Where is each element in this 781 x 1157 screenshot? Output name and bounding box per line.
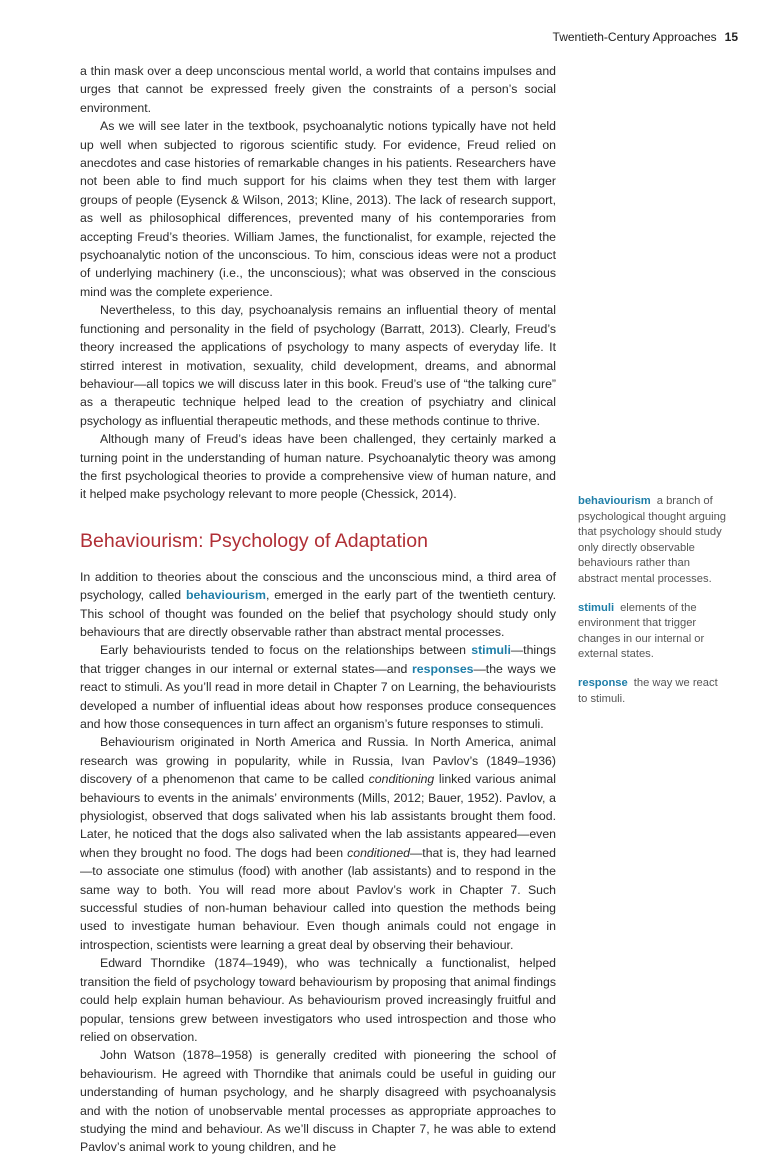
paragraph-4: Although many of Freud’s ideas have been challenged, they certainly marked a turning point in the understanding of human nature. Psychoanalytic theory was among the first psychological theories to provide a comprehensive view of human nature, and it helped make psychology relevant to more people (Chessick, 2014).	[80, 432, 556, 502]
paragraph-7	[80, 733, 556, 954]
paragraph-2: As we will see later in the textbook, psychoanalytic notions typically have not held up well when subjected to rigorous scientific study. For evidence, Freud relied on anecdotes and case histories of remarkable changes in his patients. Researchers have not been able to find much support for his claims when they test them with larger groups of people (Eysenck & Wilson, 2013; Kline, 2013). The lack of research support, as well as philosophical differences, prevented many of his contemporaries from accepting Freud’s theories. William James, the functionalist, for example, rejected the psychoanalytic notion of the unconscious. To him, conscious ideas were not a product of underlying machinery (i.e., the unconscious); what was observed in the conscious mind was the complete experience.	[80, 119, 556, 299]
keyword-stimuli: stimuli	[471, 643, 511, 658]
main-text-column	[80, 62, 556, 1157]
italic-conditioning: conditioning	[368, 772, 435, 787]
paragraph-8: Edward Thorndike (1874–1949), who was technically a functionalist, helped transition the field of psychology toward behaviourism by proposing that animal findings could help explain human behaviour. As behaviourism proved increasingly fruitful and popular, tensions grew between investigators who used introspection and those who relied on observation.	[80, 956, 556, 1044]
text-run: Early behaviourists tended to focus on the relationships between	[100, 643, 472, 658]
paragraph-9: John Watson (1878–1958) is generally credited with pioneering the school of behaviourism. He agreed with Thorndike that animals could be useful in guiding our understanding of human psychology, and he sharply disagreed with psychoanalysis and with the notion of unobservable mental processes as appropriate approaches to studying the mind and behaviour. As we’ll discuss in Chapter 7, he was able to extend Pavlov’s animal work to young children, and he	[80, 1048, 556, 1155]
text-run: —that is, they had learned—to associate one stimulus (food) with another (lab assistants) and to respond in the same way to both. You will read more about Pavlov’s work in Chapter 7. Such successful studies of non-human behaviour called into question the methods being used to investigate human behaviour. Even though animals could not engage in introspection, scientists were learning a great deal by observing their behaviour.	[80, 845, 556, 952]
glossary-term: response	[578, 676, 628, 689]
text-run: —the ways we react to stimuli. As you’ll read in more detail in Chapter 7 on Learning, the behaviourists developed a number of influential ideas about how responses produce consequences and how those consequences in turn affect an organism’s future responses to stimuli.	[80, 661, 556, 731]
keyword-behaviourism: behaviourism	[185, 588, 266, 603]
running-title: Twentieth-Century Approaches	[552, 30, 717, 44]
paragraph-6	[80, 641, 556, 733]
paragraph-5	[80, 568, 556, 642]
glossary-entry-behaviourism	[578, 494, 728, 588]
section-heading: Behaviourism: Psychology of Adaptation	[80, 529, 428, 552]
glossary-definition: elements of the environment that trigger changes in our internal or external states.	[578, 601, 705, 661]
text-run: linked various animal behaviours to events in the animals’ environments (Mills, 2012; Bauer, 1952). Pavlov, a physiologist, observed that dogs salivated when his lab assistants brought them food. Later, he noticed that the dogs also salivated when the lab assistants appeared—even when they brought no food. The dogs had been	[80, 772, 556, 860]
page-number: 15	[724, 30, 738, 44]
paragraph-1: a thin mask over a deep unconscious mental world, a world that contains impulses and urges that cannot be expressed freely given the constraints of a person’s social environment.	[80, 64, 556, 115]
glossary-definition: a branch of psychological thought arguing that psychology should study only directly observable behaviours rather than abstract mental processes.	[578, 495, 727, 585]
keyword-responses: responses	[411, 661, 474, 676]
text-run: In addition to theories about the conscious and the unconscious mind, a third area of psychology, called	[80, 569, 556, 603]
text-run: —things that trigger changes in our internal or external states—and	[80, 643, 556, 676]
glossary-entry-stimuli	[578, 601, 728, 663]
text-run: Behaviourism originated in North America and Russia. In North America, animal research was growing in popularity, while in Russia, Ivan Pavlov’s (1849–1936) discovery of a phenomenon that came to be called	[80, 735, 556, 787]
glossary-term: behaviourism	[578, 495, 651, 507]
running-head	[553, 30, 738, 44]
glossary-definition: the way we react to stimuli.	[578, 676, 718, 705]
glossary-entry-response	[578, 676, 728, 707]
glossary-sidebar	[578, 494, 728, 720]
italic-conditioned: conditioned	[347, 845, 410, 860]
paragraph-3: Nevertheless, to this day, psychoanalysis remains an influential theory of mental functioning and personality in the field of psychology (Barratt, 2013). Clearly, Freud’s theory increased the applications of psychology to many aspects of everyday life. It stirred interest in motivation, sexuality, child development, dreams, and abnormal behaviour—all topics we will discuss later in this book. Freud’s use of “the talking cure” as a therapeutic technique helped lead to the creation of psychiatry and clinical psychology as influential therapeutic methods, and these methods continue to thrive.	[80, 303, 556, 428]
glossary-term: stimuli	[578, 601, 615, 614]
text-run: , emerged in the early part of the twentieth century. This school of thought was founded on the belief that psychology should study only behaviours that are directly observable rather than abstract mental processes.	[80, 588, 556, 639]
